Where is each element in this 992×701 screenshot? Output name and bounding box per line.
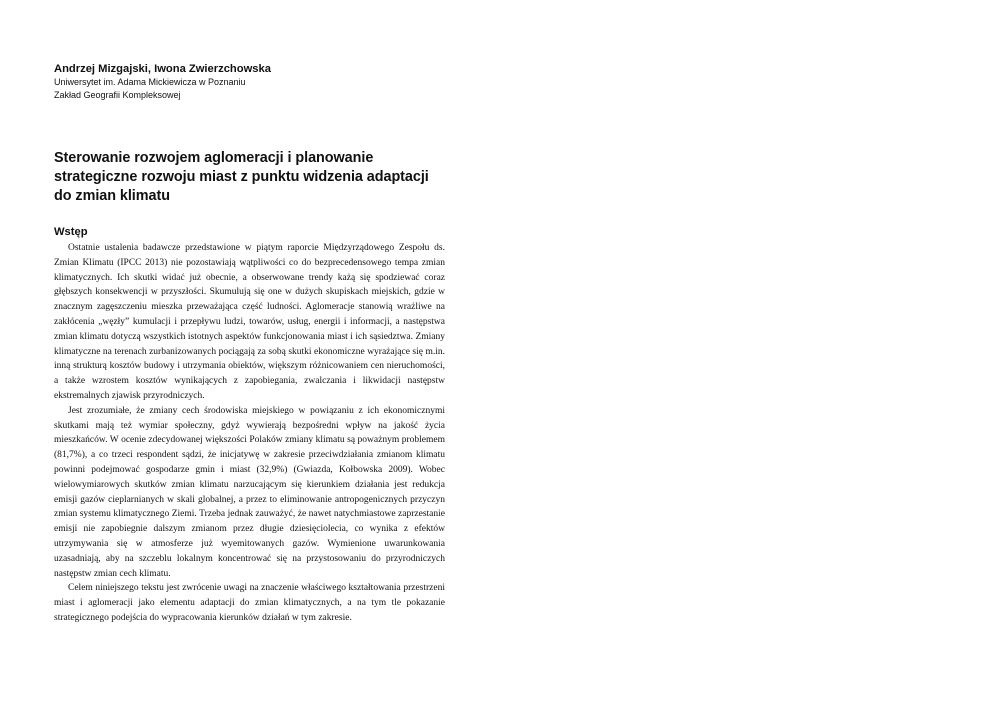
paragraph: Celem niniejszego tekstu jest zwrócenie uwagi na znaczenie właściwego kształtowania przestrzeni miast i aglomeracji jako elementu adaptacji do zmian klimatycznych, a na tym tle pokazanie strategicznego podejścia do wypracowania kierunków działań w tym zakresie. xyxy=(54,583,445,623)
paragraph: Ostatnie ustalenia badawcze przedstawione w piątym raporcie Międzyrządowego Zespołu ds. Zmian Klimatu (IPCC 2013) nie pozostawiają wątpliwości co do bezprecedensowego tempa zmian klimatycznych. Ich skutki widać już obecnie, a obserwowane trendy każą się spodziewać coraz głębszych konsekwencji w przyszłości. Skumulują się one w dużych skupiskach miejskich, gdzie w znacznym zagęszczeniu mieszka przeważająca część ludności. Aglomeracje stanowią wrażliwe na zakłócenia „węzły” kumulacji i przepływu ludzi, towarów, usług, energii i informacji, a następstwa zmian klimatu dotyczą wszystkich istotnych aspektów funkcjonowania miast i ich sąsiedztwa. Zmiany klimatyczne na terenach zurbanizowanych pociągają za sobą skutki ekonomiczne wyrażające się m.in. inną strukturą kosztów budowy i utrzymania obiektów, większym różnicowaniem cen nieruchomości, a także wzrostem kosztów wynikających z zapobiegania, zwalczania i likwidacji następstw ekstremalnych zjawisk przyrodniczych. xyxy=(54,243,445,401)
title-line: do zmian klimatu xyxy=(54,188,170,204)
authors: Andrzej Mizgajski, Iwona Zwierzchowska xyxy=(54,63,271,75)
title-line: strategiczne rozwoju miast z punktu widzenia adaptacji xyxy=(54,169,429,185)
affiliation-department: Zakład Geografii Kompleksowej xyxy=(54,90,181,100)
section-heading: Wstęp xyxy=(54,226,88,238)
text-column xyxy=(54,62,445,626)
paragraph: Jest zrozumiałe, że zmiany cech środowiska miejskiego w powiązaniu z ich ekonomicznymi skutkami mają też wymiar społeczny, gdyż wywierają bezpośredni wpływ na jakość życia mieszkańców. W ocenie zdecydowanej większości Polaków zmiany klimatu są poważnym problemem (81,7%), a co trzeci respondent sądzi, że inicjatywę w zakresie przeciwdziałania zmianom klimatu powinni podejmować gospodarze gmin i miast (32,9%) (Gwiazda, Kołbowska 2009). Wobec wielowymiarowych skutków zmian klimatu narzucającym się kierunkiem działania jest redukcja emisji gazów cieplarnianych w skali globalnej, a przez to eliminowanie antropogenicznych przyczyn zmian systemu klimatycznego Ziemi. Trzeba jednak zauważyć, że nawet natychmiastowe zaprzestanie emisji nie zapobiegnie dalszym zmianom przez długie dziesięciolecia, co wynika z efektów utrzymywania się w atmosferze już wyemitowanych gazów. Wymienione uwarunkowania uzasadniają, aby na szczeblu lokalnym koncentrować się na przystosowaniu do przyrodniczych następstw zmian cech klimatu. xyxy=(54,405,445,579)
body-text xyxy=(54,241,445,626)
title-line: Sterowanie rozwojem aglomeracji i planowanie xyxy=(54,150,374,166)
article-title xyxy=(54,149,445,206)
affiliation-university: Uniwersytet im. Adama Mickiewicza w Poznaniu xyxy=(54,77,246,87)
